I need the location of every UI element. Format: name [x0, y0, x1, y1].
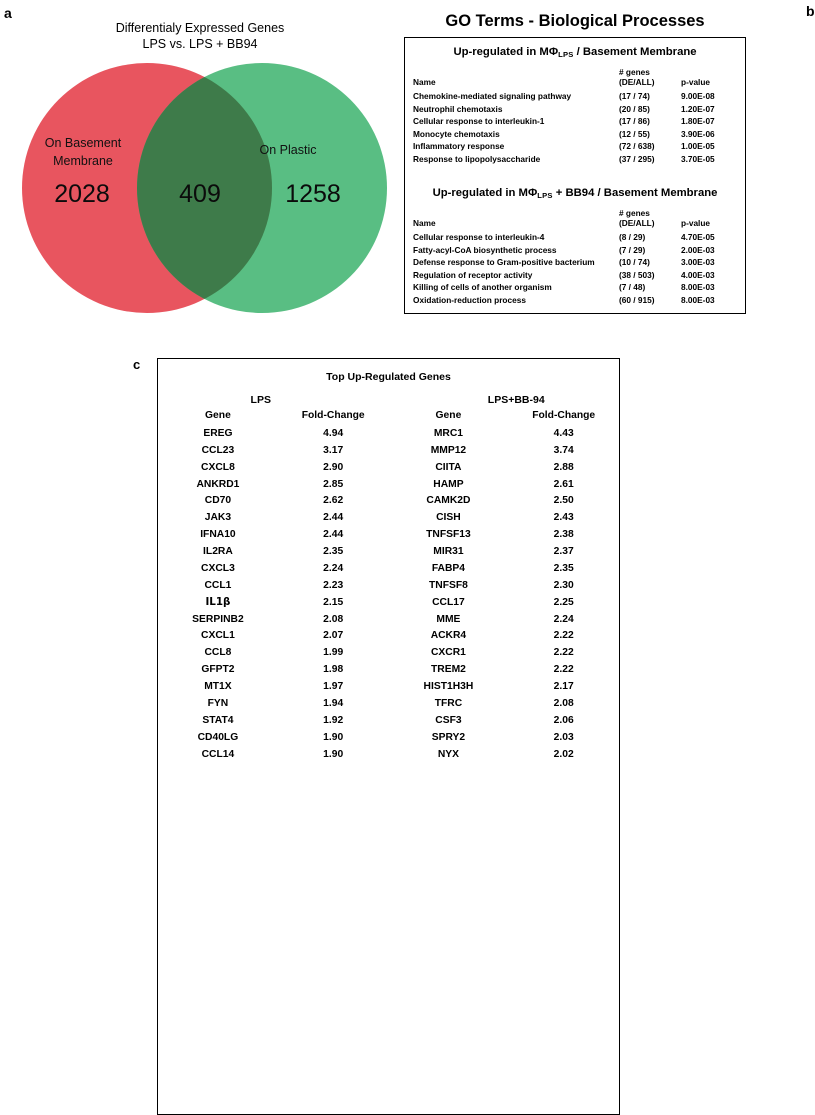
gene-fold-change: 3.74 [553, 444, 574, 456]
go-row-pvalue: 3.00E-03 [681, 257, 715, 268]
venn-label-basement-membrane-line-1: On Basement [44, 136, 122, 150]
go-table-1-header-row [413, 68, 737, 90]
venn-title-line-1: Differentialy Expressed Genes [115, 21, 285, 35]
go-row-genes: (38 / 503) [619, 269, 655, 280]
table-row [158, 560, 389, 577]
condition-header-row [158, 394, 619, 406]
gene-name: MT1X [204, 681, 232, 693]
go-row-genes: (7 / 29) [619, 244, 646, 255]
gene-fold-change: 2.22 [553, 630, 574, 642]
table-row [389, 729, 620, 746]
table-row [389, 628, 620, 645]
gene-table-lps-header-row [158, 408, 389, 425]
go-row-pvalue: 8.00E-03 [681, 282, 715, 293]
go-row-pvalue: 8.00E-03 [681, 294, 715, 305]
table-row [158, 746, 389, 763]
venn-label-basement-membrane-line-2: Membrane [53, 154, 113, 168]
go-row-pvalue: 3.90E-06 [681, 128, 715, 139]
gene-fold-change: 2.22 [553, 647, 574, 659]
gene-fold-change: 1.99 [323, 647, 344, 659]
go-row-name: Neutrophil chemotaxis [413, 103, 503, 114]
table-row [389, 560, 620, 577]
go-col-name: Name [413, 217, 436, 228]
go-row-genes: (60 / 915) [619, 294, 655, 305]
gene-name: FABP4 [431, 562, 466, 574]
table-row [158, 543, 389, 560]
go-row-genes: (37 / 295) [619, 153, 655, 164]
gene-col-header-fold-change: Fold-Change [301, 410, 365, 421]
go-col-name: Name [413, 76, 436, 87]
go-row-genes: (7 / 48) [619, 282, 646, 293]
gene-fold-change: 2.43 [553, 512, 574, 524]
panel-label-b: b [806, 3, 815, 19]
go-table-2 [413, 209, 737, 306]
table-row [413, 128, 737, 141]
gene-fold-change: 2.62 [323, 495, 344, 507]
gene-name: CXCL1 [201, 630, 235, 642]
go-col-genes-line-1: # genes [619, 67, 650, 78]
go-row-name: Chemokine-mediated signaling pathway [413, 91, 572, 102]
table-row [413, 140, 737, 153]
gene-table-lps [158, 408, 389, 763]
table-row [389, 746, 620, 763]
gene-name: ANKRD1 [196, 478, 240, 490]
venn-diagram-graphic [10, 55, 380, 335]
table-row [389, 509, 620, 526]
gene-fold-change: 2.08 [323, 613, 344, 625]
go-col-genes-line-2: (DE/ALL) [619, 217, 655, 228]
gene-name: CXCL3 [201, 562, 235, 574]
gene-col-header-fold-change: Fold-Change [532, 410, 596, 421]
gene-name: NYX [437, 748, 460, 760]
gene-fold-change: 2.08 [553, 697, 574, 709]
gene-name: TREM2 [430, 664, 466, 676]
table-row [158, 577, 389, 594]
gene-name: CCL1 [204, 579, 232, 591]
table-row [158, 459, 389, 476]
top-genes-title: Top Up-Regulated Genes [326, 371, 451, 383]
gene-fold-change: 2.37 [553, 546, 574, 558]
gene-name: SPRY2 [431, 731, 466, 743]
gene-name: TNFSF13 [426, 529, 471, 541]
venn-label-plastic: On Plastic [259, 143, 317, 157]
gene-table-lps-bb94-header-row [389, 408, 620, 425]
venn-count-intersection: 409 [179, 180, 221, 208]
condition-label-lps-bb94: LPS+BB-94 [487, 394, 545, 406]
table-row [158, 594, 389, 611]
gene-name: CCL23 [201, 444, 235, 456]
go-row-pvalue: 1.80E-07 [681, 116, 715, 127]
table-row [413, 269, 737, 282]
gene-fold-change: 1.90 [323, 748, 344, 760]
table-row [413, 231, 737, 244]
go-row-name: Monocyte chemotaxis [413, 128, 500, 139]
gene-name: CCL17 [432, 596, 465, 608]
go-row-name: Oxidation-reduction process [413, 294, 526, 305]
table-row [158, 628, 389, 645]
go-row-genes: (8 / 29) [619, 232, 646, 243]
gene-name: CAMK2D [426, 495, 471, 507]
venn-count-plastic-only: 1258 [285, 180, 341, 208]
table-row [413, 90, 737, 103]
table-row [158, 476, 389, 493]
go-section-1-heading-pre: Up-regulated in MΦ [453, 46, 559, 58]
go-col-genes [619, 209, 681, 231]
go-section-1-heading-subscript: LPS [558, 50, 574, 60]
table-row [158, 425, 389, 442]
gene-fold-change: 2.35 [553, 562, 574, 574]
go-row-pvalue: 9.00E-08 [681, 91, 715, 102]
go-section-2-heading-post: + BB94 / Basement Membrane [552, 187, 718, 200]
gene-fold-change: 2.24 [553, 613, 574, 625]
gene-name: HIST1H3H [423, 681, 474, 693]
table-row [389, 695, 620, 712]
gene-fold-change: 1.90 [323, 731, 344, 743]
gene-name: CXCL8 [201, 461, 235, 473]
table-row [413, 294, 737, 307]
gene-name: MRC1 [433, 427, 464, 439]
gene-name: TNFSF8 [428, 579, 468, 591]
gene-fold-change: 2.38 [553, 529, 574, 541]
gene-fold-change: 2.44 [323, 512, 344, 524]
go-row-pvalue: 4.70E-05 [681, 232, 715, 243]
gene-fold-change: 2.07 [323, 630, 344, 642]
table-row [389, 644, 620, 661]
table-row [389, 678, 620, 695]
go-table-2-header-row [413, 209, 737, 231]
table-row [413, 256, 737, 269]
go-section-2-heading [413, 187, 737, 200]
gene-fold-change: 1.98 [323, 664, 344, 676]
gene-table-lps-bb94 [389, 408, 620, 763]
go-terms-box [404, 37, 746, 314]
condition-label-lps: LPS [250, 394, 271, 406]
go-row-name: Inflammatory response [413, 141, 505, 152]
gene-name: STAT4 [202, 714, 234, 726]
go-col-pvalue: p-value [681, 76, 711, 87]
table-row [413, 115, 737, 128]
go-row-pvalue: 3.70E-05 [681, 153, 715, 164]
gene-name: SERPINB2 [192, 613, 244, 625]
gene-fold-change: 2.25 [553, 596, 574, 608]
table-row [389, 712, 620, 729]
table-row [413, 244, 737, 257]
go-col-genes-line-2: (DE/ALL) [619, 76, 655, 87]
panel-b-go-terms [400, 0, 815, 330]
gene-name: FYN [207, 697, 229, 709]
go-row-pvalue: 4.00E-03 [681, 269, 715, 280]
table-row [389, 459, 620, 476]
go-section-2-heading-subscript: LPS [537, 191, 553, 201]
panel-label-a: a [4, 5, 12, 21]
go-col-pvalue: p-value [681, 217, 711, 228]
gene-name: GFPT2 [201, 664, 235, 676]
gene-fold-change: 2.02 [553, 748, 574, 760]
gene-fold-change: 1.94 [323, 697, 344, 709]
top-genes-grid [158, 408, 619, 763]
gene-fold-change: 2.35 [323, 546, 344, 558]
gene-name: CCL14 [201, 748, 235, 760]
table-row [158, 661, 389, 678]
table-row [158, 712, 389, 729]
table-row [389, 493, 620, 510]
top-genes-column-lps-bb94 [389, 408, 620, 763]
gene-name: ACKR4 [430, 630, 467, 642]
gene-name: CISH [436, 512, 461, 524]
go-row-genes: (10 / 74) [619, 257, 650, 268]
venn-count-basement-membrane-only: 2028 [54, 180, 110, 208]
gene-fold-change: 3.17 [323, 444, 344, 456]
go-row-pvalue: 1.20E-07 [681, 103, 715, 114]
venn-title-line-2: LPS vs. LPS + BB94 [142, 37, 258, 51]
gene-name: CSF3 [435, 714, 462, 726]
gene-name: IL1β [205, 595, 231, 608]
top-genes-box [157, 358, 620, 1115]
gene-col-header-gene: Gene [205, 410, 231, 421]
go-terms-title: GO Terms - Biological Processes [445, 12, 705, 30]
gene-name: JAK3 [204, 512, 232, 524]
table-row [389, 476, 620, 493]
gene-fold-change: 4.94 [323, 427, 344, 439]
gene-fold-change: 2.15 [323, 596, 344, 608]
gene-fold-change: 2.17 [553, 681, 574, 693]
go-row-genes: (72 / 638) [619, 141, 655, 152]
go-row-name: Cellular response to interleukin-1 [413, 116, 545, 127]
table-row [158, 526, 389, 543]
gene-name: MME [436, 613, 461, 625]
table-row [413, 153, 737, 166]
table-row [389, 543, 620, 560]
panel-a-venn-diagram [0, 0, 400, 350]
panel-label-c: c [133, 357, 141, 372]
gene-fold-change: 2.50 [553, 495, 574, 507]
gene-fold-change: 2.88 [553, 461, 574, 473]
top-genes-column-lps [158, 408, 389, 763]
gene-name: CD70 [204, 495, 232, 507]
table-row [158, 442, 389, 459]
gene-name: HAMP [433, 478, 464, 490]
go-row-genes: (17 / 86) [619, 116, 650, 127]
table-row [389, 526, 620, 543]
table-row [389, 594, 620, 611]
go-table-1 [413, 68, 737, 165]
gene-fold-change: 2.44 [323, 529, 344, 541]
go-section-1-heading-post: / Basement Membrane [573, 46, 697, 58]
go-section-2-heading-pre: Up-regulated in MΦ [432, 187, 538, 200]
go-row-name: Regulation of receptor activity [413, 269, 533, 280]
gene-name: TFRC [434, 697, 463, 709]
go-row-pvalue: 1.00E-05 [681, 141, 715, 152]
go-row-name: Defense response to Gram-positive bacterium [413, 257, 595, 268]
table-row [158, 678, 389, 695]
gene-fold-change: 1.97 [323, 681, 344, 693]
go-col-genes [619, 68, 681, 90]
gene-name: CD40LG [197, 731, 239, 743]
go-col-genes-line-1: # genes [619, 208, 650, 219]
gene-name: MIR31 [433, 546, 464, 558]
table-row [158, 695, 389, 712]
go-row-genes: (17 / 74) [619, 91, 650, 102]
gene-fold-change: 4.43 [553, 427, 574, 439]
table-row [158, 644, 389, 661]
panel-c-top-genes [0, 340, 750, 780]
table-row [389, 611, 620, 628]
go-row-name: Response to lipopolysaccharide [413, 153, 541, 164]
gene-fold-change: 1.92 [323, 714, 344, 726]
gene-name: CIITA [435, 461, 462, 473]
table-row [158, 493, 389, 510]
gene-fold-change: 2.90 [323, 461, 344, 473]
gene-fold-change: 2.30 [553, 579, 574, 591]
gene-fold-change: 2.85 [323, 478, 344, 490]
gene-name: CCL8 [204, 647, 232, 659]
table-row [389, 661, 620, 678]
go-sections-spacer [413, 165, 737, 185]
go-row-name: Fatty-acyl-CoA biosynthetic process [413, 244, 557, 255]
table-row [158, 509, 389, 526]
table-row [158, 729, 389, 746]
table-row [413, 281, 737, 294]
go-row-pvalue: 2.00E-03 [681, 244, 715, 255]
gene-fold-change: 2.22 [553, 664, 574, 676]
go-row-genes: (12 / 55) [619, 128, 650, 139]
go-section-1-heading [413, 46, 737, 59]
table-row [158, 611, 389, 628]
gene-name: IFNA10 [200, 529, 236, 541]
gene-fold-change: 2.06 [553, 714, 574, 726]
go-row-name: Cellular response to interleukin-4 [413, 232, 545, 243]
go-row-name: Killing of cells of another organism [413, 282, 552, 293]
table-row [389, 425, 620, 442]
gene-name: CXCR1 [430, 647, 466, 659]
gene-fold-change: 2.24 [323, 562, 344, 574]
gene-fold-change: 2.23 [323, 579, 344, 591]
gene-fold-change: 2.03 [553, 731, 574, 743]
gene-fold-change: 2.61 [553, 478, 574, 490]
table-row [413, 103, 737, 116]
venn-title [20, 20, 380, 52]
table-row [389, 442, 620, 459]
gene-col-header-gene: Gene [435, 410, 462, 421]
gene-name: IL2RA [203, 546, 233, 558]
table-row [389, 577, 620, 594]
gene-name: EREG [203, 427, 233, 439]
gene-name: MMP12 [430, 444, 467, 456]
go-row-genes: (20 / 85) [619, 103, 650, 114]
